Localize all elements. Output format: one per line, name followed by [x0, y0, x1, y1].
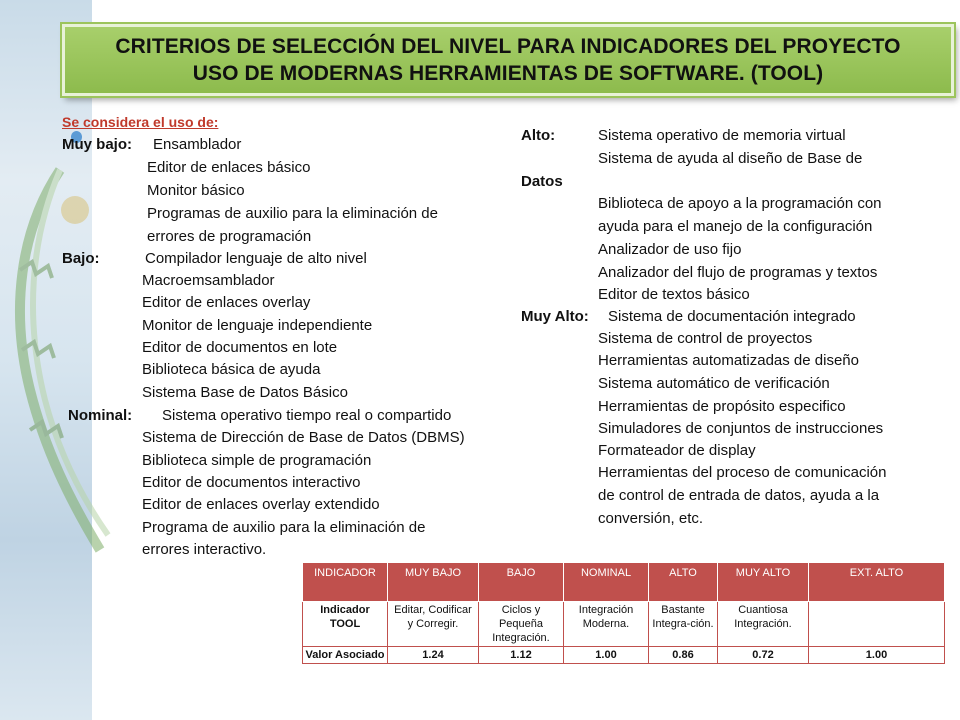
list-item: Compilador lenguaje de alto nivel: [145, 250, 367, 267]
list-item: Editor de enlaces básico: [147, 159, 311, 176]
level-label-bajo: Bajo:: [62, 250, 100, 267]
level-label-muy-alto: Muy Alto:: [521, 308, 589, 325]
table-header-cell: INDICADOR: [303, 563, 388, 602]
level-label-nominal: Nominal:: [68, 407, 133, 424]
list-item: de control de entrada de datos, ayuda a la: [598, 487, 880, 504]
list-item: conversión, etc.: [598, 510, 704, 527]
level-label-muy-bajo: Muy bajo:: [62, 136, 132, 153]
level-label-alto: Alto:: [521, 127, 556, 144]
table-header-cell: MUY BAJO: [388, 563, 479, 602]
table-cell: 1.24: [388, 647, 479, 664]
list-item: Programas de auxilio para la eliminación de: [147, 205, 438, 222]
table-header-cell: MUY ALTO: [718, 563, 809, 602]
table-cell: 0.86: [649, 647, 718, 664]
list-item: Biblioteca de apoyo a la programación con: [598, 195, 882, 212]
list-item: ayuda para el manejo de la configuración: [598, 218, 873, 235]
list-item: Sistema Base de Datos Básico: [142, 384, 348, 401]
list-item: Sistema de control de proyectos: [598, 330, 813, 347]
table-cell: Indicador TOOL: [303, 602, 388, 647]
table-header-cell: EXT. ALTO: [809, 563, 945, 602]
table-header-cell: NOMINAL: [564, 563, 649, 602]
table-cell: 1.00: [809, 647, 945, 664]
list-item: Analizador del flujo de programas y textos: [598, 264, 878, 281]
title-banner: [62, 24, 954, 96]
table-row: [303, 602, 945, 647]
list-item: Formateador de display: [598, 442, 756, 459]
list-item: errores de programación: [147, 228, 312, 245]
list-item: Editor de enlaces overlay: [142, 294, 311, 311]
list-item: Simuladores de conjuntos de instrucciones: [598, 420, 884, 437]
table-cell: Valor Asociado: [303, 647, 388, 664]
table-row: [303, 647, 945, 664]
table-header-row: [303, 563, 945, 602]
table-cell: Integración Moderna.: [564, 602, 649, 647]
list-item: Editor de documentos en lote: [142, 339, 338, 356]
list-item: Macroemsamblador: [142, 272, 275, 289]
list-item: Sistema operativo tiempo real o compartido: [162, 407, 452, 424]
table-cell: Ciclos y Pequeña Integración.: [479, 602, 564, 647]
list-item: Herramientas automatizadas de diseño: [598, 352, 859, 369]
list-item: Monitor básico: [147, 182, 245, 199]
table-cell: [809, 602, 945, 647]
intro-heading: Se considera el uso de:: [62, 114, 219, 130]
list-item: Editor de documentos interactivo: [142, 474, 361, 491]
list-item: Herramientas de propósito especifico: [598, 398, 846, 415]
table-header-cell: BAJO: [479, 563, 564, 602]
list-item: errores interactivo.: [142, 541, 267, 558]
list-item: Sistema operativo de memoria virtual: [598, 127, 846, 144]
title-line-2: USO DE MODERNAS HERRAMIENTAS DE SOFTWARE. (TOOL): [192, 62, 824, 85]
table-header-cell: ALTO: [649, 563, 718, 602]
list-item: Programa de auxilio para la eliminación de: [142, 519, 426, 536]
title-line-1: CRITERIOS DE SELECCIÓN DEL NIVEL PARA INDICADORES DEL PROYECTO: [115, 35, 901, 58]
list-item: Editor de textos básico: [598, 286, 750, 303]
list-item: Biblioteca básica de ayuda: [142, 361, 321, 378]
table-cell: Editar, Codificar y Corregir.: [388, 602, 479, 647]
table-cell: 0.72: [718, 647, 809, 664]
list-item: Sistema de documentación integrado: [608, 308, 856, 325]
list-item: Datos: [521, 173, 563, 190]
table-cell: 1.12: [479, 647, 564, 664]
emblem-watermark-icon: [0, 150, 120, 570]
list-item: Herramientas del proceso de comunicación: [598, 464, 887, 481]
table-cell: Bastante Integra-ción.: [649, 602, 718, 647]
table-cell: Cuantiosa Integración.: [718, 602, 809, 647]
list-item: Sistema automático de verificación: [598, 375, 830, 392]
list-item: Biblioteca simple de programación: [142, 452, 372, 469]
list-item: Ensamblador: [153, 136, 242, 153]
tool-indicator-table: [302, 562, 945, 664]
list-item: Editor de enlaces overlay extendido: [142, 496, 380, 513]
list-item: Sistema de Dirección de Base de Datos (DBMS): [142, 429, 465, 446]
list-item: Monitor de lenguaje independiente: [142, 317, 373, 334]
list-item: Analizador de uso fijo: [598, 241, 742, 258]
list-item: Sistema de ayuda al diseño de Base de: [598, 150, 863, 167]
table-cell: 1.00: [564, 647, 649, 664]
